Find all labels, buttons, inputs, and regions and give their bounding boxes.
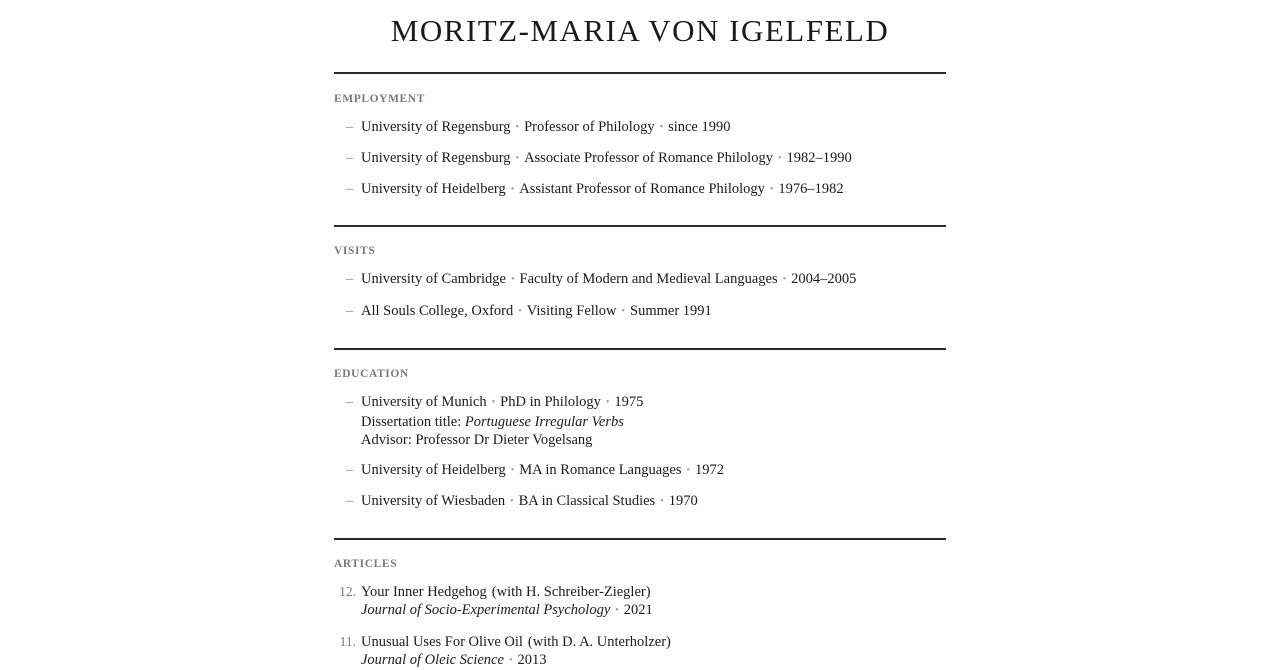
education-item [334,393,946,449]
article-venue [361,651,946,670]
institution: University of Munich [361,394,487,410]
dash-marker: – [346,271,354,287]
employment-item [334,180,946,200]
dates: 2004–2005 [791,271,857,287]
bullet-separator: • [491,397,496,408]
employment-item [334,149,946,169]
dates: since 1990 [668,119,731,135]
bullet-separator: • [510,496,514,507]
institution: University of Heidelberg [361,181,506,197]
dash-marker: – [346,150,354,166]
role: Faculty of Modern and Medieval Languages [519,271,778,287]
bullet-separator: • [769,184,774,195]
bullet-separator: • [605,397,610,408]
role: Visiting Fellow [526,303,617,319]
year: 1972 [695,462,725,478]
article-journal: Journal of Socio-Experimental Psychology [361,602,611,618]
article-number: 11. [339,634,356,649]
dates: 1982–1990 [786,150,852,166]
bullet-separator: • [515,122,520,133]
dash-marker: – [346,181,354,197]
degree: PhD in Philology [500,394,601,410]
education-item [334,461,946,481]
article-number: 12. [339,584,356,599]
employment-list [334,118,946,200]
institution: University of Cambridge [361,271,506,287]
role: Associate Professor of Romance Philology [524,150,773,166]
bullet-separator: • [621,306,626,317]
education-item [334,492,946,512]
year: 1970 [668,493,698,509]
bullet-separator: • [510,465,515,476]
article-title: Unusual Uses For Olive Oil [361,634,523,650]
education-list [334,393,946,512]
institution: University of Regensburg [361,119,511,135]
cv-page [334,0,946,670]
dash-marker: – [346,394,354,410]
dash-marker: – [346,303,354,319]
article-year: 2013 [517,652,547,668]
article-item [334,633,946,670]
visit-item [334,270,946,290]
dash-marker: – [346,493,354,509]
bullet-separator: • [782,274,787,285]
institution: University of Regensburg [361,150,511,166]
institution: University of Wiesbaden [361,493,506,509]
page-title: MORITZ-MARIA VON IGELFELD [390,13,890,48]
bullet-separator: • [510,184,515,195]
dates: Summer 1991 [630,303,712,319]
role: Professor of Philology [524,119,655,135]
bullet-separator: • [518,306,522,317]
visit-item [334,302,946,322]
article-coauthors: (with H. Schreiber-Ziegler) [491,584,651,600]
dates: 1976–1982 [778,181,844,197]
section-title-education: EDUCATION [334,368,409,380]
section-title-visits: VISITS [334,245,376,257]
advisor-line: Advisor: Professor Dr Dieter Vogelsang [361,432,593,448]
dash-marker: – [346,119,354,135]
dissertation-label: Dissertation title: [361,414,462,430]
article-venue [361,601,946,621]
dash-marker: – [346,462,354,478]
section-title-articles: ARTICLES [334,558,398,570]
dissertation-line [361,413,946,431]
article-title: Your Inner Hedgehog [361,584,487,600]
article-year: 2021 [623,602,653,618]
degree: MA in Romance Languages [519,462,682,478]
article-item [334,583,946,621]
visits-list [334,270,946,322]
bullet-separator: • [660,496,664,507]
bullet-separator: • [515,153,520,164]
year: 1975 [614,394,644,410]
bullet-separator: • [615,605,619,616]
bullet-separator: • [659,122,664,133]
institution: All Souls College, Oxford [361,303,514,319]
role: Assistant Professor of Romance Philology [519,181,765,197]
bullet-separator: • [777,153,782,164]
bullet-separator: • [686,465,691,476]
bullet-separator: • [508,655,513,666]
articles-list [334,583,946,670]
degree: BA in Classical Studies [518,493,656,509]
section-title-employment: EMPLOYMENT [334,93,425,105]
employment-item [334,118,946,138]
article-journal: Journal of Oleic Science [361,652,504,668]
bullet-separator: • [510,274,515,285]
dissertation-title: Portuguese Irregular Verbs [464,414,624,430]
institution: University of Heidelberg [361,462,506,478]
article-coauthors: (with D. A. Unterholzer) [527,634,671,650]
